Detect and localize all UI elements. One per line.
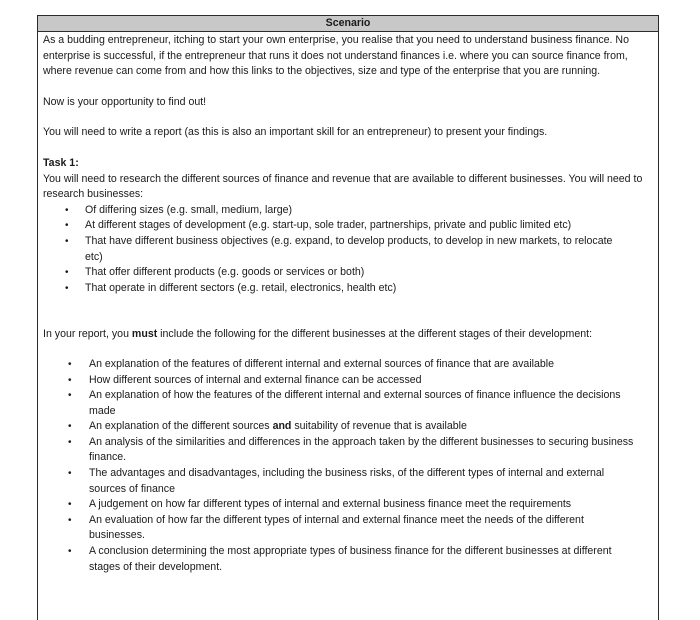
bullet-icon: • <box>68 468 72 480</box>
bullet-icon: • <box>68 421 72 433</box>
list-item: • An explanation of how the features of the different internal and external sources of finance influence the decisions made <box>68 389 621 417</box>
list-item: • That have different business objectives (e.g. expand, to develop products, to develop in new markets, to relocate etc) <box>65 234 613 263</box>
bullet-icon: • <box>68 499 72 511</box>
bullet-icon: • <box>68 390 72 402</box>
requirements-intro: In your report, you must include the following for the different businesses at the different stages of their development: <box>43 328 593 341</box>
intro-paragraph: As a budding entrepreneur, itching to start your own enterprise, you realise that you need to understand business finance. No enterprise is successful, if the entrepreneur that runs it does not understand finances i.e. where you can source finance from, where revenue can come from and how this links to the objectives, size and type of the enterprise that you are running. <box>43 34 629 78</box>
bullet-icon: • <box>65 267 69 279</box>
bullet-icon: • <box>65 235 69 247</box>
bullet-icon: • <box>68 436 72 448</box>
task-1-intro: You will need to research the different sources of finance and revenue that are available to different businesses. You will need to research businesses: <box>43 172 643 201</box>
requirements-list <box>43 357 653 575</box>
bullet-icon: • <box>68 374 72 386</box>
business-types-list <box>43 203 653 297</box>
document-body <box>38 32 658 575</box>
list-item: • The advantages and disadvantages, including the business risks, of the different types of internal and external sources of finance <box>68 467 605 495</box>
list-item: • An explanation of the features of different internal and external sources of finance that are available <box>43 357 653 373</box>
bullet-icon: • <box>68 358 72 370</box>
list-item: • At different stages of development (e.g. start-up, sole trader, partnerships, private and public limited etc) <box>43 218 653 234</box>
list-item: • That operate in different sectors (e.g. retail, electronics, health etc) <box>43 281 653 297</box>
list-item: • That offer different products (e.g. goods or services or both) <box>43 265 653 281</box>
scenario-title: Scenario <box>38 16 658 32</box>
list-item: • An explanation of the different sources and suitability of revenue that is available <box>43 419 653 435</box>
list-item: • How different sources of internal and external finance can be accessed <box>43 373 653 389</box>
bullet-icon: • <box>65 204 69 216</box>
list-item: • A judgement on how far different types of internal and external business finance meet the requirements <box>43 497 653 513</box>
bullet-icon: • <box>65 220 69 232</box>
bullet-icon: • <box>68 546 72 558</box>
list-item: • An analysis of the similarities and differences in the approach taken by the different businesses to securing business finance. <box>68 435 634 464</box>
list-item: • A conclusion determining the most appropriate types of business finance for the different businesses at different stages of their development. <box>68 545 612 573</box>
list-item: • An evaluation of how far the different types of internal and external finance meet the needs of the different businesses. <box>68 513 584 542</box>
scenario-document <box>37 15 659 620</box>
list-item: • Of differing sizes (e.g. small, medium, large) <box>43 203 653 219</box>
opportunity-text: Now is your opportunity to find out! <box>43 95 207 108</box>
report-instruction: You will need to write a report (as this is also an important skill for an entrepreneur) to present your findings. <box>43 126 548 139</box>
bullet-icon: • <box>68 514 72 526</box>
task-1-title: Task 1: <box>43 156 79 169</box>
bullet-icon: • <box>65 282 69 294</box>
